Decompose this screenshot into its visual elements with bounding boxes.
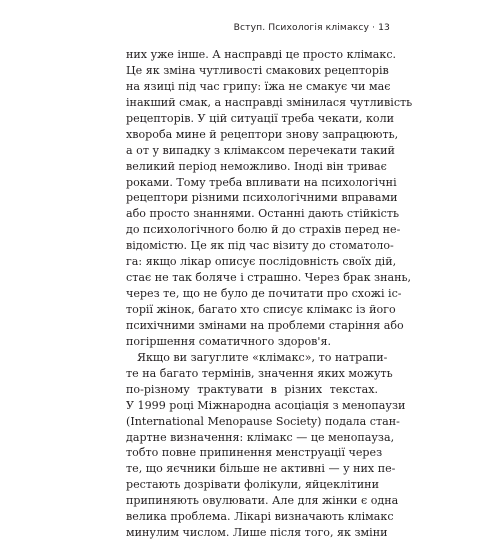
text-line: рецепторів. У цій ситуації треба чекати, коли: [126, 111, 395, 125]
text-line: дартне визначення: клімакс — це менопауза,: [126, 430, 395, 444]
text-line: хвороба мине й рецептори знову запрацюють,: [126, 127, 399, 141]
text-line: відомістю. Це як під час візиту до стоматоло-: [126, 239, 394, 253]
text-line: великий період неможливо. Іноді він триває: [126, 159, 387, 173]
text-line: те, що яєчники більше не активні — у них пе-: [126, 462, 396, 476]
text-line: а от у випадку з клімаксом перечекати такий: [126, 143, 395, 157]
text-line: стає не так боляче і страшно. Через брак знань,: [126, 271, 412, 285]
paragraph-1: [126, 47, 413, 350]
text-line: роками. Тому треба впливати на психологічні: [126, 175, 397, 189]
text-line: них уже інше. А насправді це просто клімакс.: [126, 48, 397, 61]
text-line: до психологічного болю й до страхів перед не-: [126, 223, 401, 237]
text-line: припиняють овулювати. Але для жінки є одна: [126, 494, 399, 508]
text-line: інакший смак, а насправді змінилася чутливість: [126, 95, 413, 109]
text-line: те на багато термінів, значення яких можуть: [126, 366, 393, 380]
paragraph-2: [126, 350, 406, 541]
text-line: рестають дозрівати фолікули, яйцеклітини: [126, 478, 379, 492]
text-line: погіршення соматичного здоров'я.: [126, 334, 331, 348]
text-line: велика проблема. Лікарі визначають клімакс: [126, 510, 394, 524]
text-line: У 1999 році Міжнародна асоціація з менопаузи: [126, 398, 406, 412]
text-line: або просто знаннями. Останні дають стійкість: [126, 207, 400, 221]
text-line: торії жінок, багато хто списує клімакс із його: [126, 303, 396, 316]
text-line: на язиці під час грипу: їжа не смакує чи має: [126, 79, 391, 93]
text-line: га: якщо лікар описує послідовність своїх дій,: [126, 255, 397, 269]
body-text: [126, 47, 413, 541]
text-line: минулим числом. Лише після того, як зміни: [126, 526, 388, 540]
text-line: Це як зміна чутливості смакових рецепторів: [126, 63, 389, 77]
text-line: через те, що не було де почитати про схожі іс-: [126, 287, 402, 301]
text-line: рецептори різними психологічними вправами: [126, 191, 398, 205]
text-line: по-різному трактувати в різних текстах.: [126, 382, 378, 396]
text-line: тобто повне припинення менструації через: [126, 446, 383, 460]
text-line: (International Menopause Society) подала стан-: [126, 414, 400, 428]
text-line: Якщо ви загуглите «клімакс», то натрапи-: [137, 350, 388, 364]
text-line: психічними змінами на проблеми старіння або: [126, 318, 404, 332]
running-header: Вступ. Психологія клімаксу · 13: [233, 22, 390, 33]
